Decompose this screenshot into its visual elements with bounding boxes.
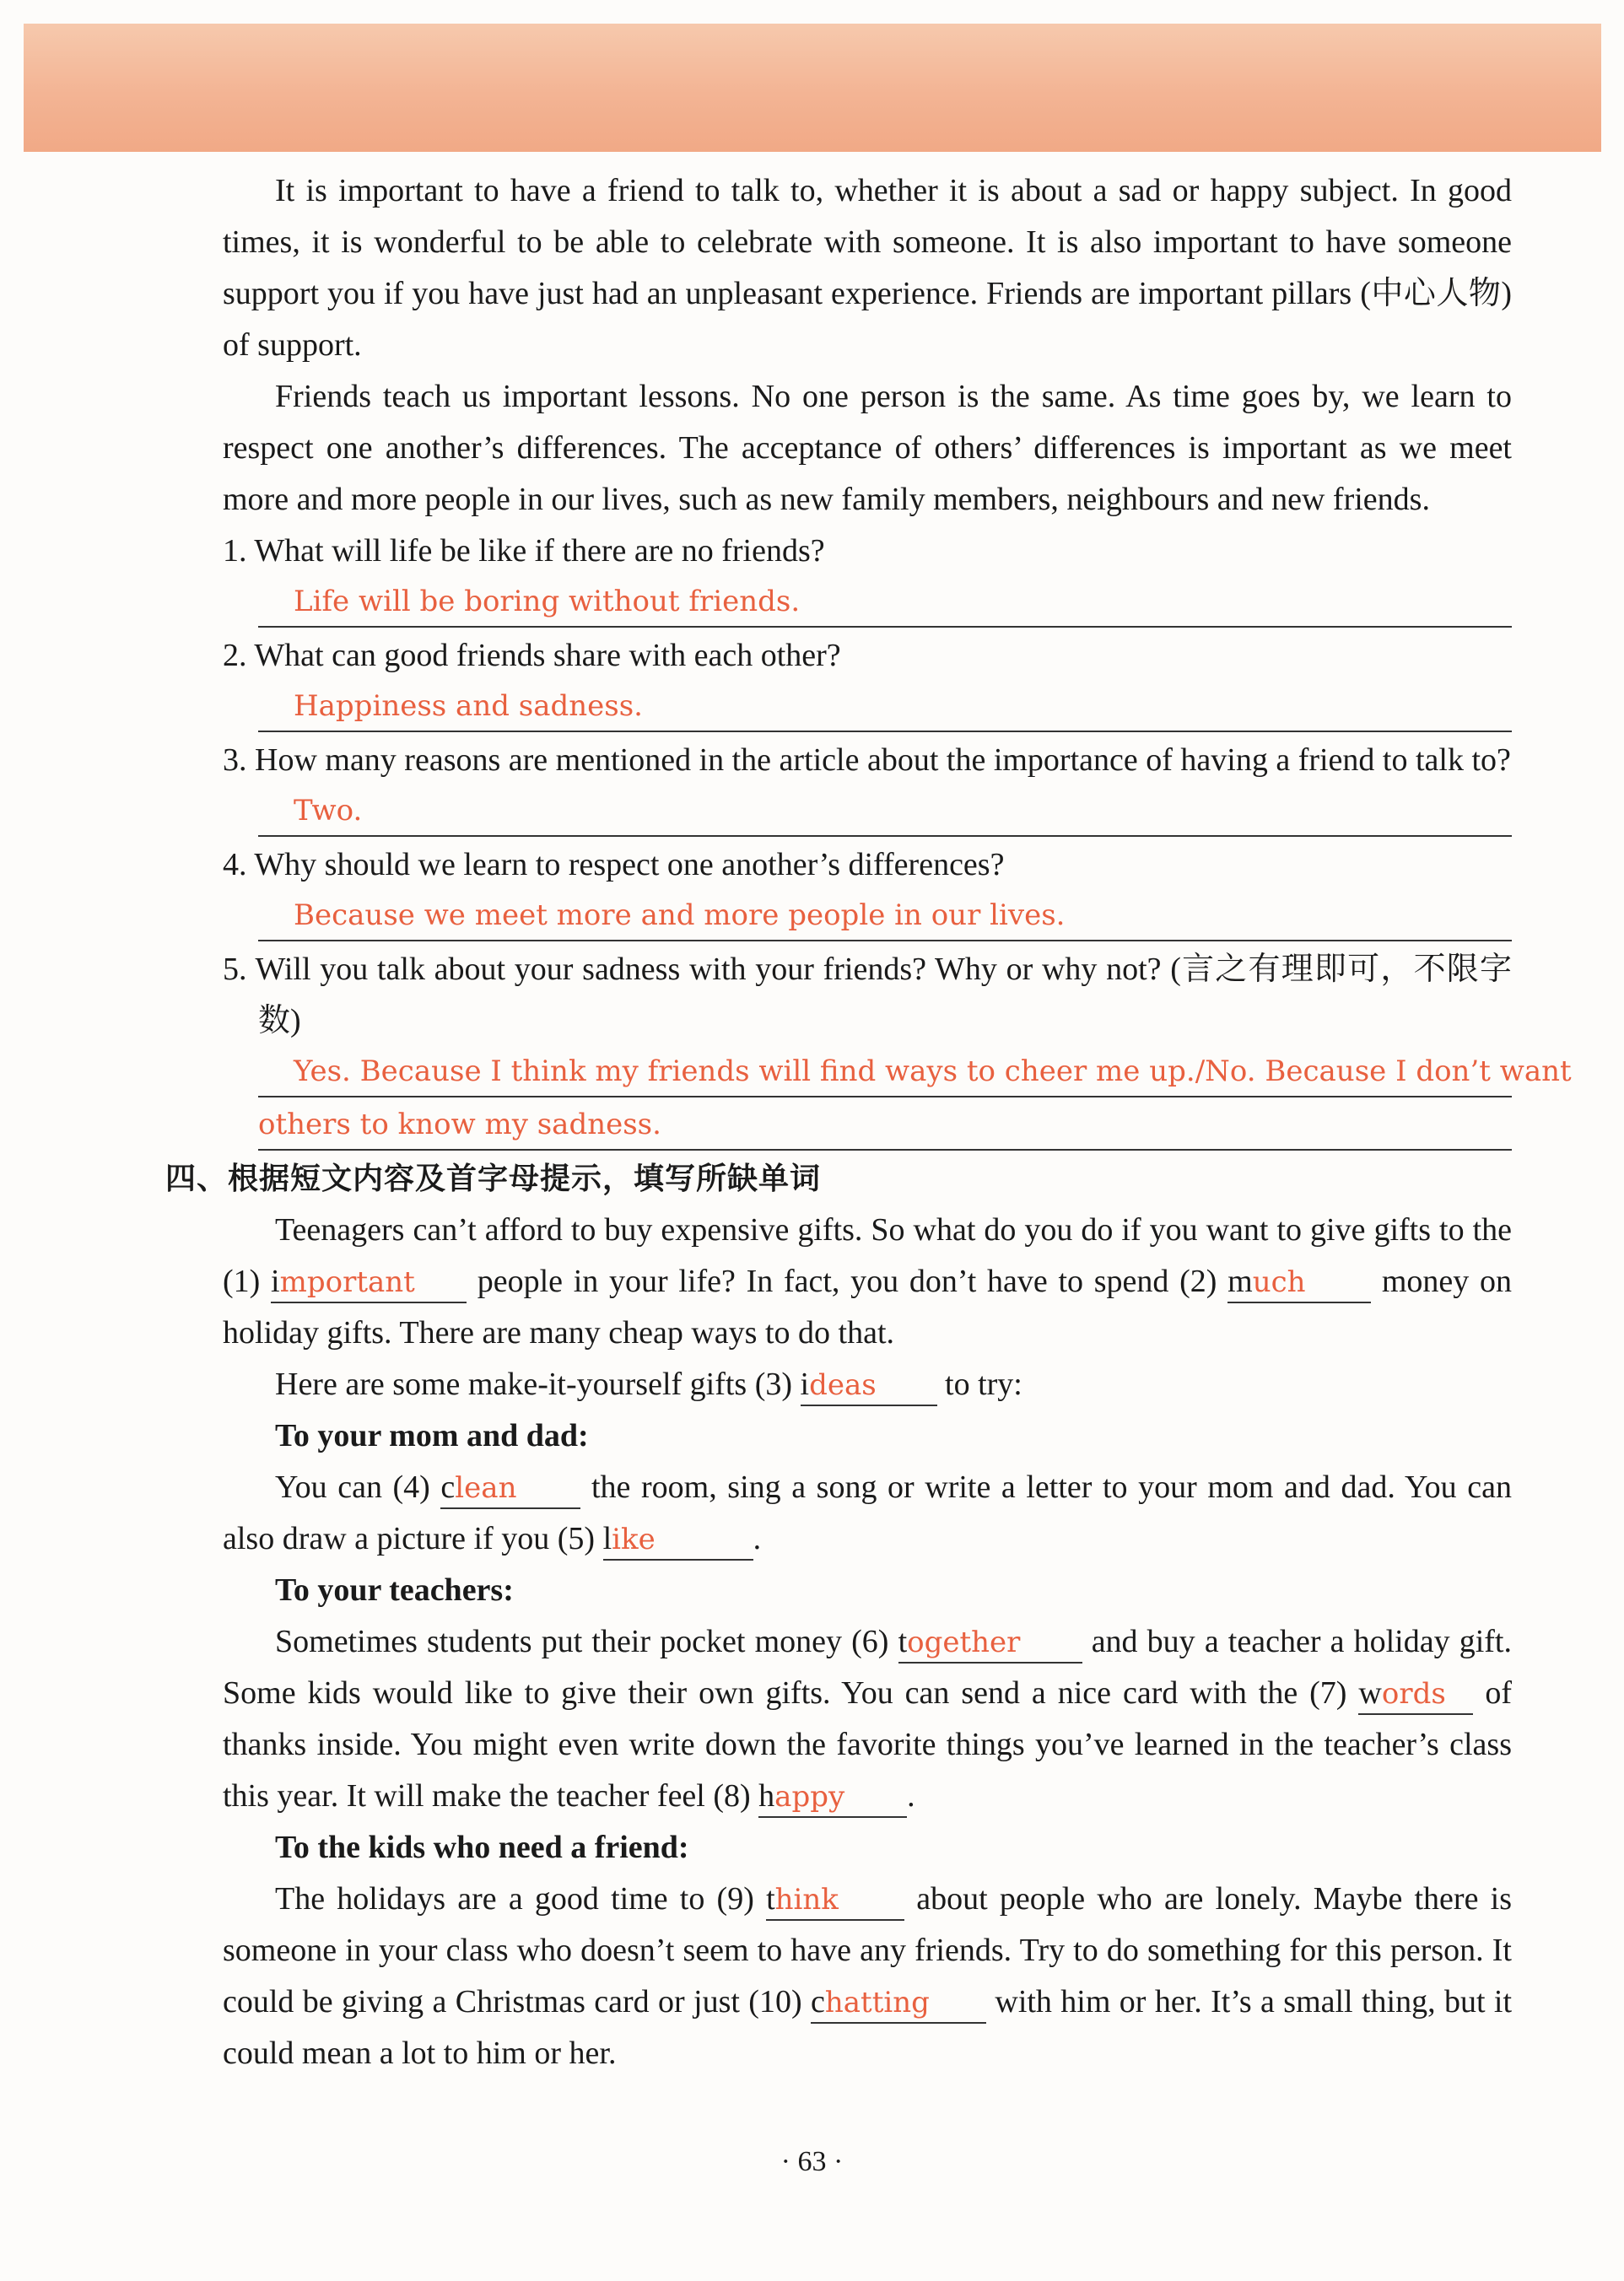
answer-2[interactable]: Happiness and sadness. (258, 682, 1512, 732)
blank-2[interactable] (1227, 1262, 1371, 1303)
text-segment: The holidays are a good time to (9) (275, 1881, 767, 1917)
blank-9-letter: t (766, 1881, 775, 1917)
page-number: · 63 · (780, 2146, 844, 2177)
section-4-paragraph-2 (223, 1359, 1512, 1410)
blank-1-answer: mportant (279, 1265, 415, 1299)
text-segment: Here are some make-it-yourself gifts (3) (275, 1367, 801, 1402)
blank-10-answer: hatting (824, 1986, 930, 2019)
text-segment: Sometimes students put their pocket money (6) (275, 1624, 898, 1659)
section-4-title: 四、根据短文内容及首字母提示，填写所缺单词 (165, 1162, 822, 1196)
question-1: 1. What will life be like if there are no friends? (223, 533, 825, 569)
text-segment: . (907, 1778, 915, 1814)
question-3: 3. How many reasons are mentioned in the article about the importance of having a friend to talk to? (223, 742, 1511, 778)
text-segment: . (753, 1521, 762, 1556)
text-segment: to try: (936, 1367, 1022, 1402)
blank-8[interactable] (758, 1777, 907, 1818)
blank-5-answer: ike (612, 1523, 656, 1556)
blank-10[interactable] (811, 1982, 986, 2024)
blank-2-answer: uch (1252, 1265, 1306, 1299)
answer-5-line-1[interactable]: Yes. Because I think my friends will find ways to cheer me up./No. Because I don’t want (258, 1047, 1512, 1097)
blank-8-answer: appy (774, 1780, 845, 1814)
text-segment: and buy a teacher a holiday gift. Some kids would like to give their own gifts. You can send a nice card with the (7) (223, 1624, 1512, 1711)
blank-6[interactable] (898, 1622, 1082, 1664)
heading-mom-dad: To your mom and dad: (275, 1418, 589, 1453)
blank-5[interactable] (603, 1519, 753, 1561)
section-4-paragraph-4 (223, 1616, 1512, 1822)
text-segment: with him or her. It’s a small thing, but it could mean a lot to him or her. (223, 1984, 1513, 2071)
text-segment: Teenagers can’t afford to buy expensive gifts. So what do you do if you want to give gifts to the (1) (223, 1212, 1512, 1299)
blank-3-answer: deas (809, 1368, 877, 1402)
question-5: 5. Will you talk about your sadness with your friends? Why or why not? (言之有理即可，不限字数) (223, 952, 1512, 1038)
header-banner (24, 24, 1601, 152)
section-4-paragraph-1 (223, 1205, 1512, 1359)
blank-1-letter: i (271, 1264, 280, 1299)
blank-8-letter: h (758, 1778, 775, 1814)
blank-3[interactable] (801, 1365, 937, 1406)
blank-9[interactable] (766, 1879, 904, 1921)
section-4-paragraph-5 (223, 1874, 1512, 2079)
answer-1[interactable]: Life will be boring without friends. (258, 577, 1512, 628)
blank-4-answer: lean (455, 1471, 517, 1505)
question-2: 2. What can good friends share with each other? (223, 638, 841, 673)
blank-6-letter: t (898, 1624, 908, 1659)
blank-3-letter: i (800, 1367, 810, 1402)
blank-1[interactable] (271, 1262, 467, 1303)
blank-4[interactable] (440, 1468, 580, 1509)
blank-10-letter: c (811, 1984, 825, 2019)
text-segment: people in your life? In fact, you don’t have to spend (2) (467, 1264, 1228, 1299)
answer-3[interactable]: Two. (258, 786, 1512, 837)
blank-7-letter: w (1358, 1675, 1382, 1711)
answer-5-line-2[interactable]: others to know my sadness. (258, 1100, 1512, 1151)
passage-paragraph-1: It is important to have a friend to talk to, whether it is about a sad or happy subject. In good times, it is wonderful to be able to celebrate with someone. It is also important to have someone support you if you have just had an unpleasant experience. Friends are important pillars (中心人物) of support. (223, 173, 1512, 363)
passage-paragraph-2: Friends teach us important lessons. No one person is the same. As time goes by, we learn to respect one another’s differences. The acceptance of others’ differences is important as we meet more and more people in our lives, such as new family members, neighbours and new friends. (223, 379, 1512, 517)
blank-9-answer: hink (774, 1883, 839, 1917)
section-4-paragraph-3 (223, 1462, 1512, 1565)
blank-4-letter: c (440, 1469, 456, 1505)
text-segment: about people who are lonely. Maybe there is someone in your class who doesn’t seem to have any friends. Try to do something for this person. It could be giving a Christmas card or just (10) (223, 1881, 1512, 2019)
blank-7-answer: ords (1381, 1677, 1446, 1711)
text-segment: money on holiday gifts. There are many cheap ways to do that. (223, 1264, 1512, 1351)
question-4: 4. Why should we learn to respect one another’s differences? (223, 847, 1005, 882)
answer-4[interactable]: Because we meet more and more people in our lives. (258, 891, 1512, 941)
text-segment: of thanks inside. You might even write down the favorite things you’ve learned in the teacher’s class this year. It will make the teacher feel (8) (223, 1675, 1513, 1814)
page-content (165, 165, 1572, 2079)
blank-5-letter: l (602, 1521, 612, 1556)
heading-teachers: To your teachers: (275, 1572, 514, 1608)
text-segment: the room, sing a song or write a letter to your mom and dad. You can also draw a picture if you (5) (223, 1469, 1512, 1556)
heading-kids: To the kids who need a friend: (275, 1830, 689, 1865)
blank-6-answer: ogether (907, 1626, 1021, 1659)
blank-7[interactable] (1358, 1674, 1473, 1715)
blank-2-letter: m (1227, 1264, 1253, 1299)
text-segment: You can (4) (275, 1469, 441, 1505)
